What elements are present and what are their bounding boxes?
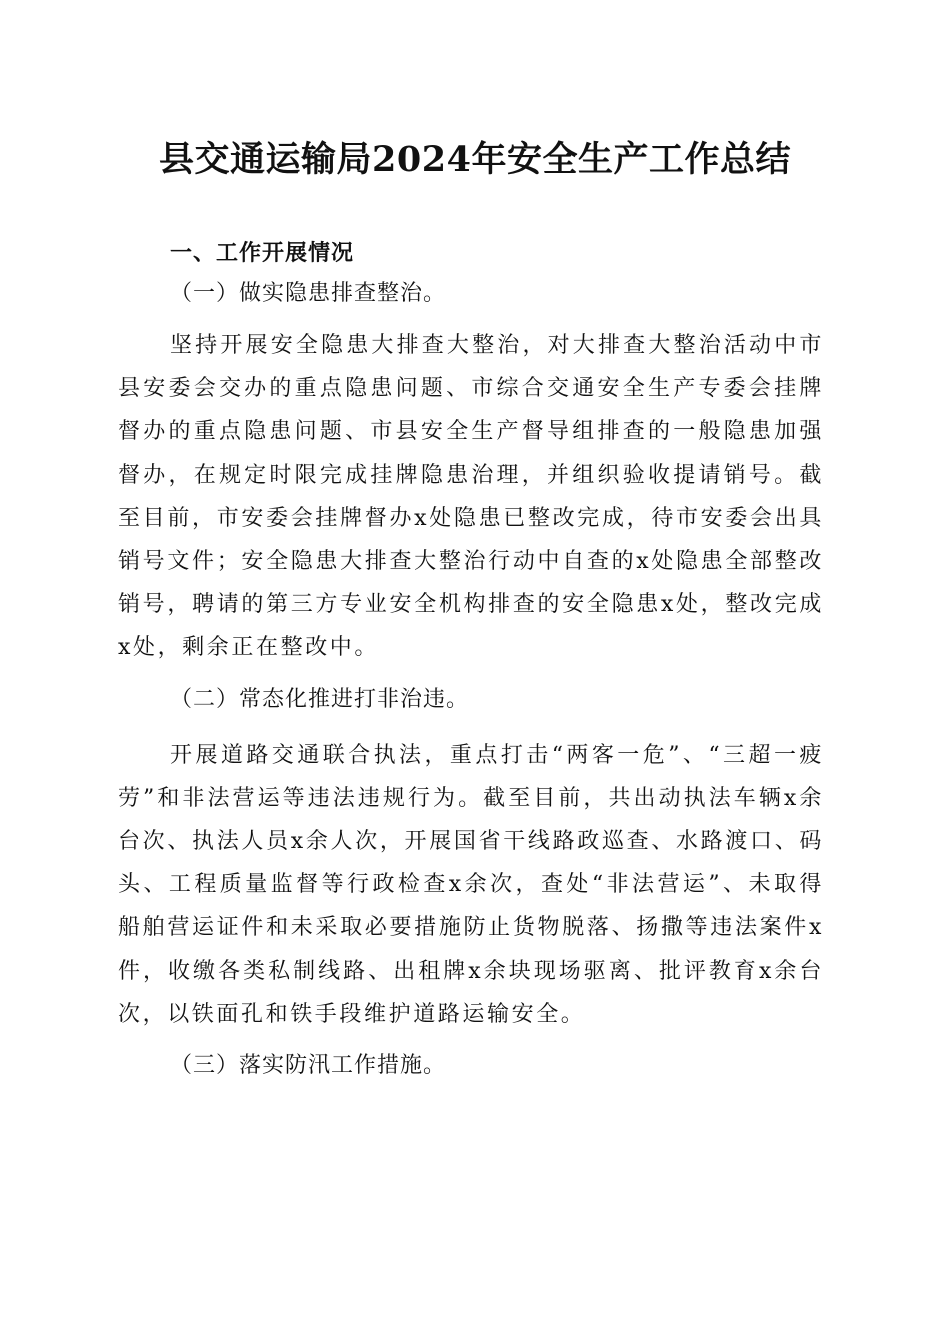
document-title: 县交通运输局2024年安全生产工作总结	[159, 139, 791, 180]
section-heading: 一、工作开展情况	[170, 241, 355, 266]
subsection-heading-2: （二）常态化推进打非治违。	[170, 686, 470, 712]
paragraph-1: 坚持开展安全隐患大排查大整治，对大排查大整治活动中市县安委会交办的重点隐患问题、市综合交通安全生产专委会挂牌督办的重点隐患问题、市县安全生产督导组排查的一般隐患加强督办，在规定时限完成挂牌隐患治理，并组织验收提请销号。截至目前，市安委会挂牌督办x处隐患已整改完成，待市安委会出具销号文件；安全隐患大排查大整治行动中自查的x处隐患全部整改销号，聘请的第三方专业安全机构排查的安全隐患x处，整改完成x处，剩余正在整改中。	[118, 333, 824, 661]
paragraph-2: 开展道路交通联合执法，重点打击“两客一危”、“三超一疲劳”和非法营运等违法违规行为。截至目前，共出动执法车辆x余台次、执法人员x余人次，开展国省干线路政巡查、水路渡口、码头、工程质量监督等行政检查x余次，查处“非法营运”、未取得船舶营运证件和未采取必要措施防止货物脱落、扬撒等违法案件x件，收缴各类私制线路、出租牌x余块现场驱离、批评教育x余台次，以铁面孔和铁手段维护道路运输安全。	[118, 742, 824, 1027]
subsection-heading-1: （一）做实隐患排查整治。	[170, 281, 447, 306]
subsection-heading-3: （三）落实防汛工作措施。	[170, 1053, 447, 1079]
document-body	[118, 234, 824, 1086]
